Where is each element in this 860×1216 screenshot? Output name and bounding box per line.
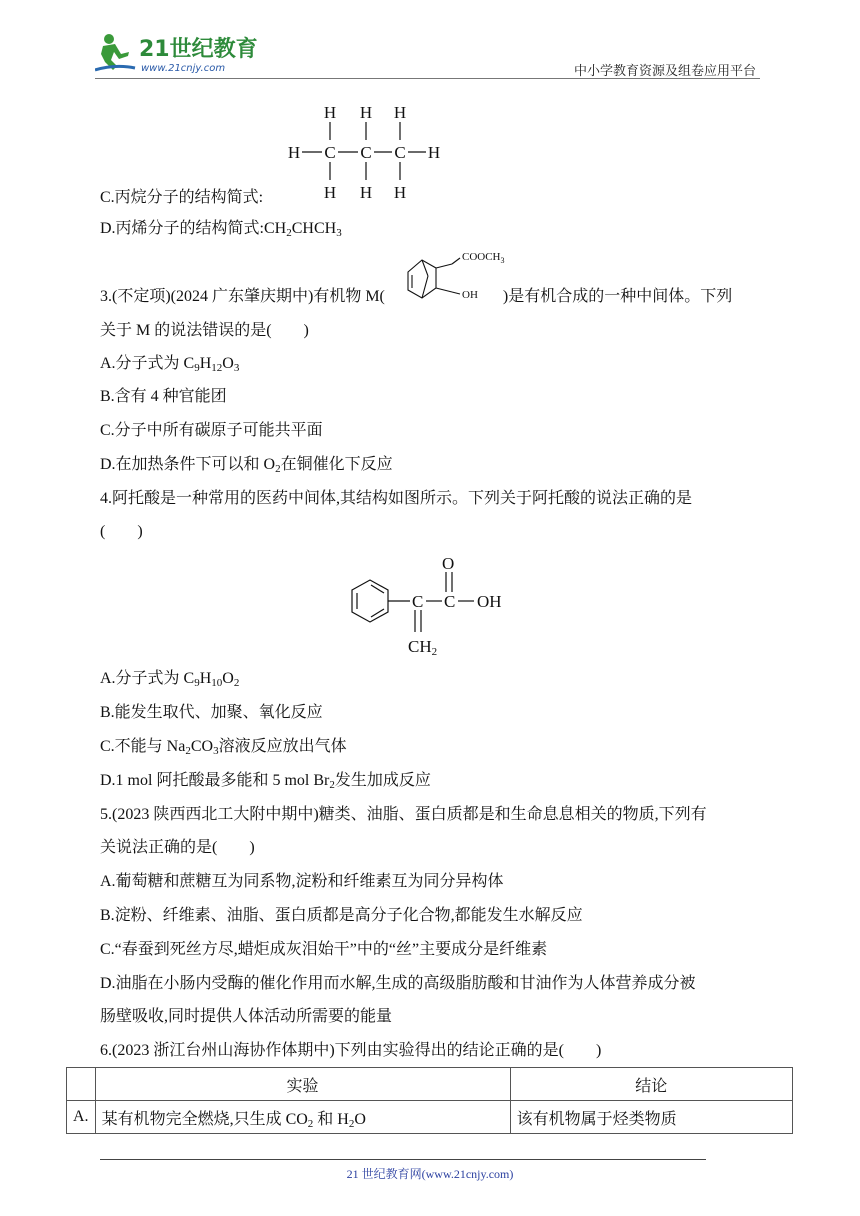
propane-structure (280, 100, 450, 202)
column-header-experiment: 实验 (95, 1068, 510, 1101)
h-atom: H (359, 183, 373, 202)
q4-option-b: B.能发生取代、加聚、氧化反应 (100, 704, 323, 721)
oh-group: OH (477, 592, 502, 611)
logo (95, 30, 265, 76)
h-atom: H (323, 103, 337, 122)
q4-option-a: A.分子式为 $C_9H_{10}O_2$ (100, 670, 240, 689)
c-atom: C (394, 143, 406, 162)
h-atom: H (359, 103, 373, 122)
h-atom: H (323, 183, 337, 202)
q3-option-d: D.在加热条件下可以和 $O_2$在铜催化下反应 (100, 456, 393, 475)
q3-option-b: B.含有 4 种官能团 (100, 388, 227, 405)
c-atom: C (444, 592, 456, 611)
conclusion-cell: 该有机物属于烃类物质 (510, 1101, 792, 1134)
experiment-cell: 某有机物完全燃烧,只生成 $CO_2$ 和 $H_2O$ (95, 1101, 510, 1134)
table-cell (67, 1068, 96, 1101)
q3-option-c: C.分子中所有碳原子可能共平面 (100, 422, 323, 439)
q5-option-c: C.“春蚕到死丝方尽,蜡炬成灰泪始干”中的“丝”主要成分是纤维素 (100, 941, 548, 958)
table-row (67, 1101, 793, 1134)
c-atom: C (360, 143, 372, 162)
q5-option-d-line2: 肠壁吸收,同时提供人体活动所需要的能量 (100, 1008, 393, 1025)
q2-option-d: D.丙烯分子的结构简式$:CH_2CHCH_3$ (100, 220, 342, 239)
ch2-group: CH (408, 637, 432, 656)
q4-option-d: D.1 mol 阿托酸最多能和 5 mol $Br_2$发生加成反应 (100, 772, 431, 791)
logo-url: www.21cnjy.com (141, 63, 226, 74)
q4-stem-line1: 4.阿托酸是一种常用的医药中间体,其结构如图所示。下列关于阿托酸的说法正确的是 (100, 490, 693, 507)
h-atom: H (393, 183, 407, 202)
compound-m-structure (400, 248, 520, 306)
q3-option-a: A.分子式为 $C_9H_{12}O_3$ (100, 355, 240, 374)
oh-group: OH (462, 289, 478, 301)
carbonyl-o: O (442, 554, 455, 573)
cooch-group: COOCH (462, 251, 501, 263)
column-header-conclusion: 结论 (510, 1068, 792, 1101)
c-atom: C (324, 143, 336, 162)
q3-stem-line1: 3.(不定项)(2024 广东肇庆期中)有机物 M( )是有机合成的一种中间体。下列 (100, 288, 733, 305)
h-atom: H (393, 103, 407, 122)
page-header (95, 30, 760, 80)
svg-text:CH2: CH2 (408, 637, 438, 658)
h-atom: H (427, 143, 441, 162)
c-atom: C (412, 592, 424, 611)
svg-text:COOCH3: $COOCH_3$ (462, 251, 505, 265)
h-atom: H (287, 143, 301, 162)
q4-option-c: C.不能与 $Na_2CO_3$溶液反应放出气体 (100, 738, 347, 757)
row-label: A. (67, 1101, 96, 1134)
header-divider (95, 78, 760, 79)
q6-table (66, 1067, 793, 1134)
logo-text: 21世纪教育 (139, 37, 258, 62)
q5-stem-line2: 关说法正确的是( ) (100, 839, 255, 856)
q4-stem-line2: ( ) (100, 523, 143, 540)
q2-option-c: C.丙烷分子的结构简式: (100, 189, 264, 206)
footer-link[interactable]: 21 世纪教育网(www.21cnjy.com) (346, 1167, 514, 1181)
footer-divider (100, 1159, 706, 1160)
header-platform-text: 中小学教育资源及组卷应用平台 (573, 63, 756, 78)
q5-option-a: A.葡萄糖和蔗糖互为同系物,淀粉和纤维素互为同分异构体 (100, 873, 504, 890)
atropic-acid-structure (340, 552, 520, 660)
q5-option-d-line1: D.油脂在小肠内受酶的催化作用而水解,生成的高级脂肪酸和甘油作为人体营养成分被 (100, 975, 696, 992)
q3-stem-line2: 关于 M 的说法错误的是( ) (100, 322, 309, 339)
q5-stem-line1: 5.(2023 陕西西北工大附中期中)糖类、油脂、蛋白质都是和生命息息相关的物质,下列有 (100, 806, 707, 823)
runner-icon (95, 34, 135, 70)
table-header-row (67, 1068, 793, 1101)
q6-stem: 6.(2023 浙江台州山海协作体期中)下列由实验得出的结论正确的是( ) (100, 1042, 602, 1059)
q5-option-b: B.淀粉、纤维素、油脂、蛋白质都是高分子化合物,都能发生水解反应 (100, 907, 583, 924)
